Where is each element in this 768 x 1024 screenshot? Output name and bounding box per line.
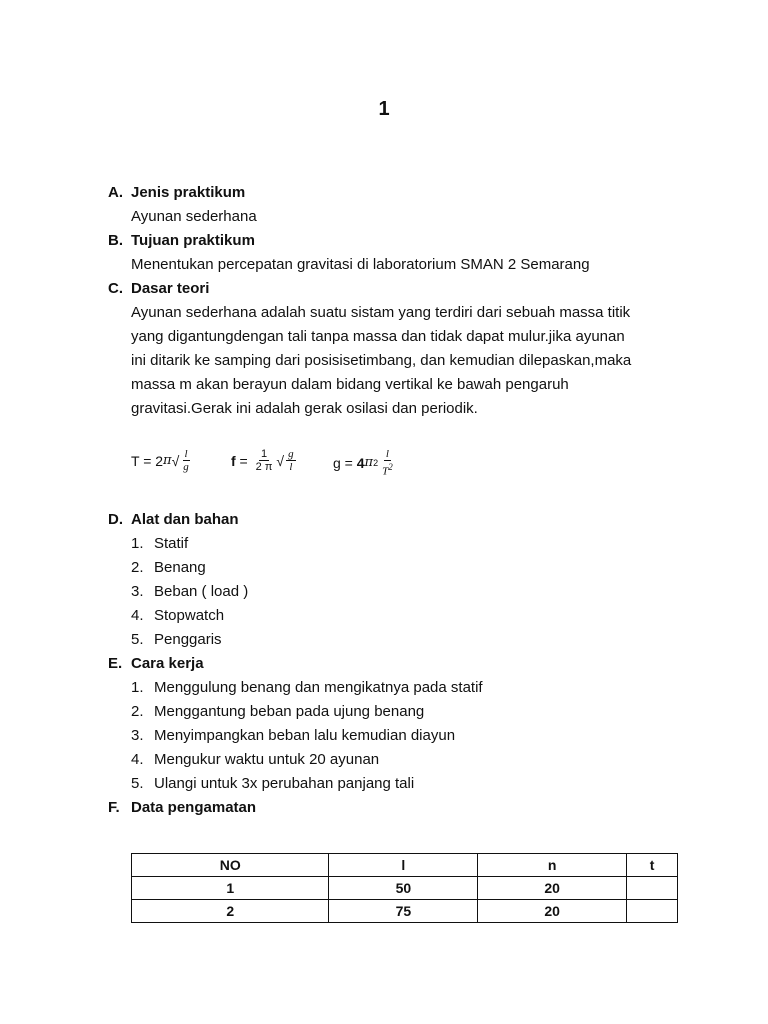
section-e-heading: [108, 654, 204, 674]
section-e-letter: E.: [108, 655, 123, 672]
section-b-text: Menentukan percepatan gravitasi di laboratorium SMAN 2 Semarang: [131, 256, 590, 273]
root-symbol: √: [171, 452, 180, 469]
fraction-numerator: g: [288, 448, 294, 460]
page-number: 1: [378, 98, 390, 120]
section-c-heading: [108, 279, 209, 299]
list-item: [131, 582, 248, 602]
frequency-fraction: [254, 448, 275, 473]
column-header: n: [478, 854, 627, 877]
list-item: [131, 774, 414, 794]
table-cell: 2: [132, 900, 329, 923]
period-symbol: T: [382, 465, 389, 478]
item-number: 3.: [131, 727, 144, 744]
section-d-heading: [108, 510, 239, 530]
theory-line: yang digantungdengan tali tanpa massa dan tidak dapat mulur.jika ayunan: [131, 328, 625, 345]
observation-table: [131, 853, 678, 923]
item-number: 4.: [131, 751, 144, 768]
theory-line: massa m akan berayun dalam bidang vertikal ke bawah pengaruh: [131, 376, 569, 393]
item-text: Penggaris: [154, 631, 222, 648]
section-b-heading: [108, 231, 255, 251]
section-f-letter: F.: [108, 799, 120, 816]
theory-line: ini ditarik ke samping dari posisisetimbang, dan kemudian dilepaskan,maka: [131, 352, 632, 369]
gravity-fraction: [380, 448, 395, 478]
section-b-title: Tujuan praktikum: [131, 232, 255, 249]
item-text: Mengukur waktu untuk 20 ayunan: [154, 751, 380, 768]
item-number: 2.: [131, 703, 144, 720]
gravity-formula: [333, 448, 397, 478]
section-a-heading: [108, 183, 245, 203]
period-lhs: T = 2: [131, 452, 164, 469]
list-item: [131, 726, 455, 746]
table-row: [132, 900, 678, 923]
list-item: [131, 558, 206, 578]
section-d-letter: D.: [108, 511, 123, 528]
table-cell: 1: [132, 877, 329, 900]
item-text: Ulangi untuk 3x perubahan panjang tali: [154, 775, 415, 792]
table-cell: 75: [329, 900, 478, 923]
gravity-coefficient: 4: [356, 454, 365, 471]
column-header: l: [329, 854, 478, 877]
section-b-letter: B.: [108, 232, 123, 249]
list-item: [131, 630, 222, 650]
section-a-letter: A.: [108, 184, 123, 201]
denominator-exponent: 2: [388, 462, 393, 472]
list-item: [131, 702, 424, 722]
table-header-row: [132, 854, 678, 877]
equals-sign: =: [235, 452, 252, 469]
list-item: [131, 750, 379, 770]
period-fraction: [181, 448, 191, 473]
theory-line: Ayunan sederhana adalah suatu sistam yang terdiri dari sebuah massa titik: [131, 304, 631, 321]
table-cell: 50: [329, 877, 478, 900]
item-text: Menggulung benang dan mengikatnya pada statif: [154, 679, 483, 696]
item-number: 1.: [131, 679, 144, 696]
section-a-text: Ayunan sederhana: [131, 208, 257, 225]
root-symbol: √: [276, 452, 285, 469]
table-cell: [627, 900, 678, 923]
pi-symbol: π: [364, 455, 374, 471]
item-number: 5.: [131, 775, 144, 792]
section-c-letter: C.: [108, 280, 123, 297]
list-item: [131, 606, 224, 626]
period-formula: [131, 448, 193, 473]
gravity-lhs: g =: [333, 454, 357, 471]
fraction-denominator: l: [289, 461, 293, 473]
fraction-denominator: 2 π: [255, 461, 273, 473]
fraction-numerator: l: [385, 448, 389, 460]
item-text: Menggantung beban pada ujung benang: [154, 703, 425, 720]
theory-line: gravitasi.Gerak ini adalah gerak osilasi dan periodik.: [131, 400, 478, 417]
item-text: Beban ( load ): [154, 583, 249, 600]
item-text: Menyimpangkan beban lalu kemudian diayun: [154, 727, 456, 744]
gravity-exponent: 2: [373, 457, 379, 468]
item-text: Stopwatch: [154, 607, 225, 624]
item-number: 3.: [131, 583, 144, 600]
fraction-numerator: 1: [260, 448, 268, 460]
frequency-lhs: f: [231, 452, 236, 469]
fraction-numerator: l: [184, 448, 188, 460]
section-e-title: Cara kerja: [131, 655, 204, 672]
table-cell: 20: [478, 900, 627, 923]
list-item: [131, 678, 483, 698]
item-text: Statif: [154, 535, 189, 552]
table-cell: 20: [478, 877, 627, 900]
frequency-formula: [231, 448, 298, 473]
table-cell: [627, 877, 678, 900]
item-text: Benang: [154, 559, 206, 576]
section-f-heading: [108, 798, 256, 818]
section-a-title: Jenis praktikum: [131, 184, 246, 201]
fraction-denominator: g: [183, 461, 189, 473]
fraction-denominator: [380, 461, 395, 478]
pi-symbol: π: [163, 453, 172, 468]
item-number: 1.: [131, 535, 144, 552]
section-f-title: Data pengamatan: [131, 799, 257, 816]
item-number: 2.: [131, 559, 144, 576]
column-header: NO: [132, 854, 329, 877]
section-c-title: Dasar teori: [131, 280, 210, 297]
frequency-root-fraction: [286, 448, 296, 473]
list-item: [131, 534, 188, 554]
item-number: 4.: [131, 607, 144, 624]
item-number: 5.: [131, 631, 144, 648]
section-d-title: Alat dan bahan: [131, 511, 239, 528]
column-header: t: [627, 854, 678, 877]
table-row: [132, 877, 678, 900]
